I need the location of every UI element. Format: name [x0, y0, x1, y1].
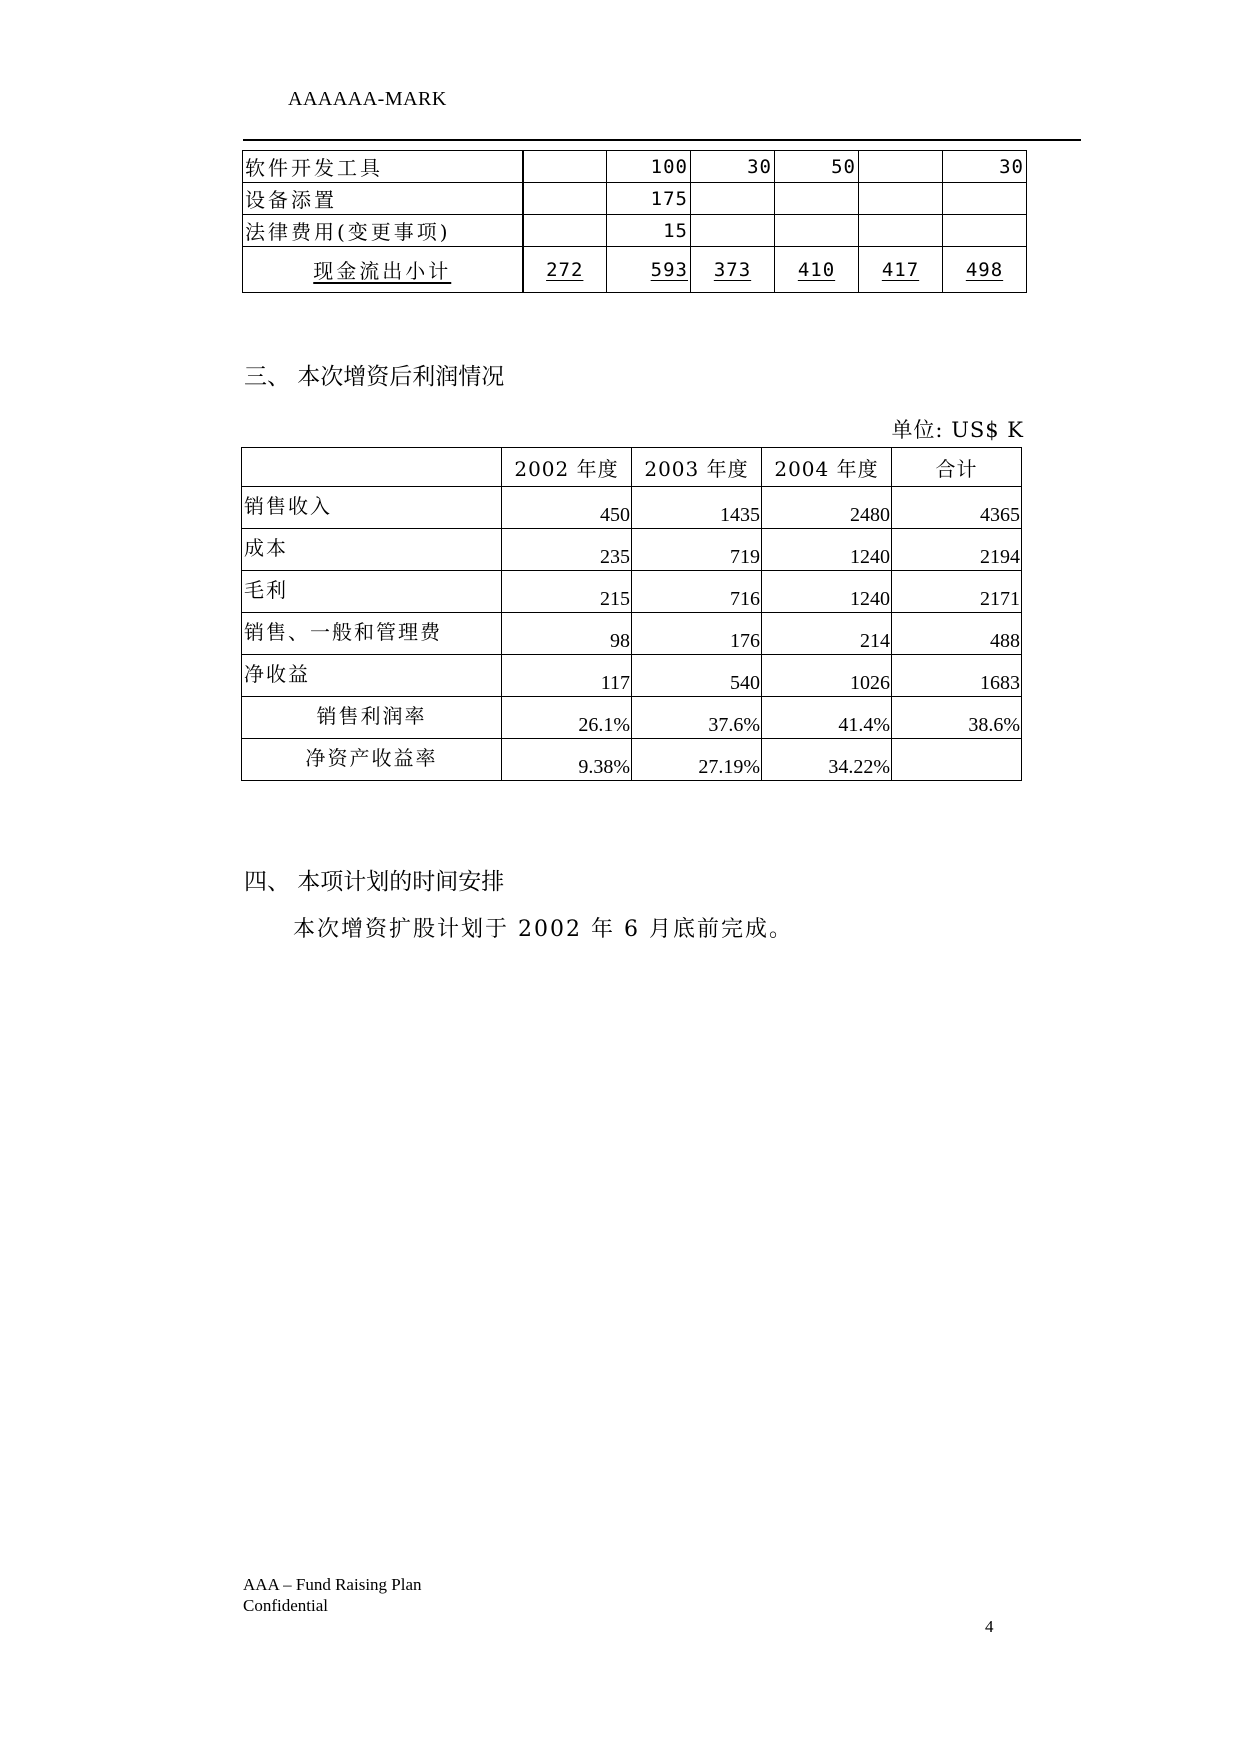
- table-cell: 2194: [892, 529, 1022, 571]
- table-row: [243, 215, 1027, 247]
- table-cell: 540: [632, 655, 762, 697]
- table-cell: 488: [892, 613, 1022, 655]
- table-cell: 41.4%: [762, 697, 892, 739]
- table-cell: 719: [632, 529, 762, 571]
- table-cell: 235: [502, 529, 632, 571]
- table-cell: [775, 215, 859, 247]
- table-cell: 716: [632, 571, 762, 613]
- table-row: [242, 529, 1022, 571]
- row-label: 销售利润率: [242, 697, 502, 739]
- subtotal-value: 417: [881, 258, 920, 281]
- body-paragraph: 本次增资扩股计划于 2002 年 6 月底前完成。: [293, 917, 793, 942]
- subtotal-label-text: 现金流出小计: [313, 259, 452, 283]
- document-header-mark: AAAAAA-MARK: [288, 88, 447, 110]
- table-cell: 4365: [892, 487, 1022, 529]
- table-cell: [523, 215, 607, 247]
- table-row: [243, 151, 1027, 183]
- table-cell: [523, 151, 607, 183]
- profit-table: [241, 447, 1022, 781]
- table-cell: 9.38%: [502, 739, 632, 781]
- table-row: [242, 655, 1022, 697]
- row-label: 净收益: [242, 655, 502, 697]
- table-row: [242, 739, 1022, 781]
- table-cell: 27.19%: [632, 739, 762, 781]
- table-cell: 215: [502, 571, 632, 613]
- column-header: 合计: [892, 448, 1022, 487]
- table-cell: 117: [502, 655, 632, 697]
- table-cell: 98: [502, 613, 632, 655]
- row-label: 销售、一般和管理费: [242, 613, 502, 655]
- row-label: 净资产收益率: [242, 739, 502, 781]
- table-cell: [691, 183, 775, 215]
- table-cell: [775, 183, 859, 215]
- table-cell: [691, 215, 775, 247]
- table-cell: 175: [607, 183, 691, 215]
- table-cell: 100: [607, 151, 691, 183]
- table-cell: [523, 183, 607, 215]
- table-cell: [859, 247, 943, 293]
- column-header: [242, 448, 502, 487]
- subtotal-label: [243, 247, 523, 293]
- table-cell: 34.22%: [762, 739, 892, 781]
- subtotal-value: 272: [546, 258, 584, 281]
- table-row: [243, 183, 1027, 215]
- table-cell: 1240: [762, 529, 892, 571]
- table-cell: 30: [691, 151, 775, 183]
- table-cell: 1026: [762, 655, 892, 697]
- column-header: 2004 年度: [762, 448, 892, 487]
- subtotal-row: [243, 247, 1027, 293]
- table-cell: 37.6%: [632, 697, 762, 739]
- row-label: 设备添置: [243, 183, 523, 215]
- table-cell: 1683: [892, 655, 1022, 697]
- table-cell: 1435: [632, 487, 762, 529]
- page-number: 4: [985, 1617, 994, 1636]
- subtotal-value: 593: [650, 258, 688, 281]
- table-cell: [943, 247, 1027, 293]
- row-label: 毛利: [242, 571, 502, 613]
- row-label: 法律费用(变更事项): [243, 215, 523, 247]
- table-cell: 26.1%: [502, 697, 632, 739]
- row-label: 销售收入: [242, 487, 502, 529]
- table-cell: [859, 183, 943, 215]
- table-cell: 2480: [762, 487, 892, 529]
- table-cell: 2171: [892, 571, 1022, 613]
- table-cell: [523, 247, 607, 293]
- header-rule: [243, 139, 1081, 141]
- section-title: 三、 本次增资后利润情况: [244, 364, 505, 390]
- row-label: 软件开发工具: [243, 151, 523, 183]
- table-cell: [943, 215, 1027, 247]
- table-cell: 15: [607, 215, 691, 247]
- section-title: 四、 本项计划的时间安排: [244, 869, 505, 895]
- row-label: 成本: [242, 529, 502, 571]
- table-cell: [892, 739, 1022, 781]
- table-cell: 214: [762, 613, 892, 655]
- table-row: [242, 487, 1022, 529]
- column-header: 2003 年度: [632, 448, 762, 487]
- footer-title: AAA – Fund Raising Plan: [243, 1575, 422, 1594]
- table-row: [242, 613, 1022, 655]
- table-cell: [943, 183, 1027, 215]
- table-cell: 450: [502, 487, 632, 529]
- table-cell: [607, 247, 691, 293]
- table-cell: 176: [632, 613, 762, 655]
- table-cell: [859, 215, 943, 247]
- table-cell: [775, 247, 859, 293]
- table-cell: [859, 151, 943, 183]
- table-cell: [691, 247, 775, 293]
- subtotal-value: 410: [797, 258, 836, 281]
- subtotal-value: 498: [965, 258, 1004, 281]
- table-row: [242, 571, 1022, 613]
- column-header: 2002 年度: [502, 448, 632, 487]
- cash-outflow-table: [242, 150, 1027, 293]
- table-cell: 30: [943, 151, 1027, 183]
- subtotal-value: 373: [713, 258, 752, 281]
- table-header-row: [242, 448, 1022, 487]
- table-row: [242, 697, 1022, 739]
- unit-label: 单位: US$ K: [891, 418, 1024, 442]
- table-cell: 38.6%: [892, 697, 1022, 739]
- table-cell: 1240: [762, 571, 892, 613]
- footer-confidential: Confidential: [243, 1596, 328, 1615]
- table-cell: 50: [775, 151, 859, 183]
